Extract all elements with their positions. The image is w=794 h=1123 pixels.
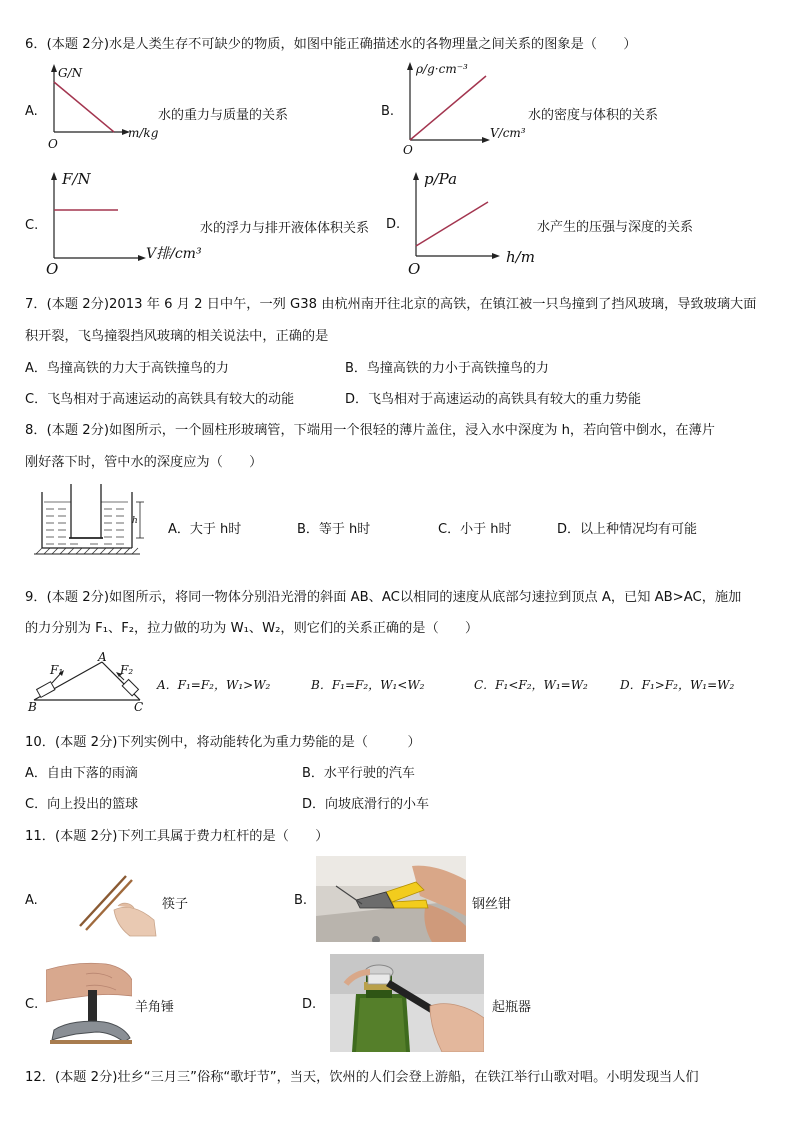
q9-stem-line1: 9．(本题 2分)如图所示，将同一物体分别沿光滑的斜面 AB、AC以相同的速度从底部匀速拉到顶点 A，已知 AB>AC，施加: [25, 590, 742, 605]
q10-option-c[interactable]: C．向上投出的篮球: [25, 797, 139, 812]
q11-d-caption: 起瓶器: [492, 1000, 532, 1015]
q7-option-a[interactable]: A．鸟撞高铁的力大于高铁撞鸟的力: [25, 361, 229, 376]
q6-d-origin: O: [408, 260, 421, 278]
q6-c-ylabel: F/N: [62, 170, 91, 188]
q9-force-f2: F₂: [120, 663, 134, 677]
q6-c-origin: O: [46, 260, 59, 278]
chopsticks-photo: [74, 866, 160, 938]
q9-option-c[interactable]: C．F₁<F₂，W₁=W₂: [474, 678, 588, 692]
q6-b-caption: 水的密度与体积的关系: [528, 108, 659, 123]
q8-tube-figure: [28, 482, 148, 564]
q8-stem-line1: 8．(本题 2分)如图所示，一个圆柱形玻璃管，下端用一个很轻的薄片盖住，浸入水中深度为 h，若向管中倒水，在薄片: [25, 423, 715, 438]
q12-stem: 12．(本题 2分)壮乡“三月三”俗称“歌圩节”，当天，饮州的人们会登上游船，在铁江举行山歌对唱。小明发现当人们: [25, 1070, 699, 1085]
q6-a-caption: 水的重力与质量的关系: [158, 108, 289, 123]
q11-d-letter: D.: [302, 997, 317, 1012]
q6-c-xlabel: V排/cm³: [146, 246, 202, 262]
q9-force-f1: F₁: [50, 663, 64, 677]
q9-point-b: B: [28, 700, 37, 714]
q8-option-c[interactable]: C．小于 h时: [438, 522, 512, 537]
q9-incline-figure: [26, 650, 148, 712]
q10-option-a[interactable]: A．自由下落的雨滴: [25, 766, 138, 781]
q6-b-ylabel: ρ/g·cm⁻³: [416, 62, 468, 76]
q6-stem: 6．(本题 2分)水是人类生存不可缺少的物质，如图中能正确描述水的各物理量之间关系的图象是（ ）: [25, 37, 637, 52]
q6-b-xlabel: V/cm³: [490, 126, 526, 140]
q11-b-caption: 钢丝钳: [472, 897, 512, 912]
q11-a-caption: 筷子: [162, 897, 189, 912]
q6-c-graph: [42, 170, 152, 265]
q11-c-letter: C.: [25, 997, 39, 1012]
q11-stem: 11．(本题 2分)下列工具属于费力杠杆的是（ ）: [25, 829, 329, 844]
q9-point-c: C: [134, 700, 144, 714]
q9-option-b[interactable]: B．F₁=F₂，W₁<W₂: [311, 678, 425, 692]
q10-option-d[interactable]: D．向坡底滑行的小车: [302, 797, 430, 812]
q6-a-ylabel: G/N: [58, 66, 83, 80]
q10-stem: 10．(本题 2分)下列实例中，将动能转化为重力势能的是（ ）: [25, 735, 421, 750]
q8-option-d[interactable]: D．以上种情况均有可能: [557, 522, 698, 537]
q6-d-ylabel: p/Pa: [424, 170, 458, 188]
q7-option-b[interactable]: B．鸟撞高铁的力小于高铁撞鸟的力: [345, 361, 549, 376]
q7-option-c[interactable]: C．飞鸟相对于高速运动的高铁具有较大的动能: [25, 392, 295, 407]
q9-option-d[interactable]: D．F₁>F₂，W₁=W₂: [620, 678, 735, 692]
q6-a-origin: O: [48, 137, 58, 151]
q6-c-letter: C.: [25, 218, 39, 233]
q6-d-xlabel: h/m: [506, 248, 535, 266]
q8-stem-line2: 刚好落下时，管中水的深度应为（ ）: [25, 455, 263, 470]
q9-stem-line2: 的力分别为 F₁、F₂，拉力做的功为 W₁、W₂，则它们的关系正确的是（ ）: [25, 621, 479, 636]
q6-b-letter: B.: [381, 104, 395, 119]
q11-b-letter: B.: [294, 893, 308, 908]
q8-option-a[interactable]: A．大于 h时: [168, 522, 242, 537]
q7-option-d[interactable]: D．飞鸟相对于高速运动的高铁具有较大的重力势能: [345, 392, 642, 407]
q6-d-letter: D.: [386, 217, 401, 232]
q11-c-caption: 羊角锤: [135, 1000, 175, 1015]
q10-option-b[interactable]: B．水平行驶的汽车: [302, 766, 415, 781]
q9-point-a: A: [98, 650, 107, 664]
q11-a-letter: A.: [25, 893, 38, 908]
q6-d-graph: [404, 170, 514, 265]
bottle-opener-photo: [330, 954, 484, 1052]
q7-stem-line1: 7．(本题 2分)2013 年 6 月 2 日中午，一列 G38 由杭州南开往北京的高铁，在镇江被一只鸟撞到了挡风玻璃，导致玻璃大面: [25, 297, 757, 312]
pliers-photo: [316, 856, 466, 942]
q7-stem-line2: 积开裂，飞鸟撞裂挡风玻璃的相关说法中，正确的是: [25, 329, 329, 344]
q9-option-a[interactable]: A．F₁=F₂，W₁>W₂: [157, 678, 271, 692]
q6-c-caption: 水的浮力与排开液体体积关系: [200, 221, 370, 236]
q8-option-b[interactable]: B．等于 h时: [297, 522, 371, 537]
q8-h-label: h: [132, 516, 138, 526]
hammer-photo: [46, 960, 132, 1044]
q6-a-letter: A.: [25, 104, 38, 119]
q6-a-xlabel: m/kg: [128, 126, 159, 140]
q6-d-caption: 水产生的压强与深度的关系: [537, 220, 694, 235]
q6-b-origin: O: [403, 143, 413, 157]
